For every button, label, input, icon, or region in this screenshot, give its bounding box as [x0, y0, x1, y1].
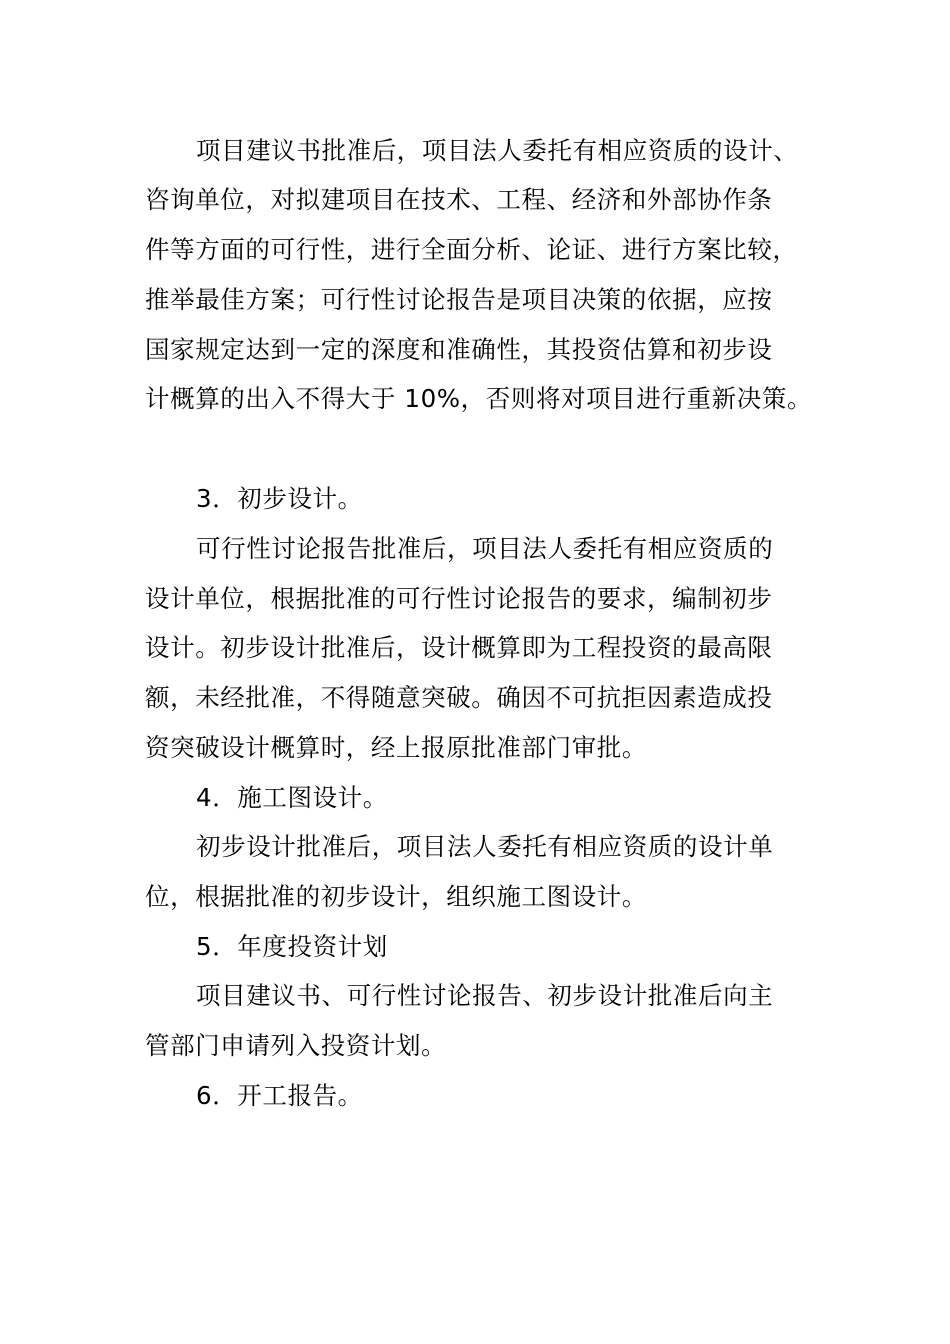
text-line: 可行性讨论报告批准后，项目法人委托有相应资质的 [196, 534, 774, 563]
text-line: 设计单位，根据批准的可行性讨论报告的要求，编制初步 [145, 584, 773, 613]
text-line: 咨询单位，对拟建项目在技术、工程、经济和外部协作条 [145, 185, 773, 214]
text-line: 初步设计批准后，项目法人委托有相应资质的设计单 [196, 832, 774, 861]
text-line: 项目建议书、可行性讨论报告、初步设计批准后向主 [196, 981, 774, 1010]
text-line: 额，未经批准，不得随意突破。确因不可抗拒因素造成投 [145, 683, 773, 712]
text-line: 计概算的出入不得大于 10%，否则将对项目进行重新决策。 [145, 384, 813, 413]
section-heading: 3．初步设计。 [196, 484, 363, 513]
text-line: 管部门申请列入投资计划。 [145, 1031, 447, 1060]
text-line: 件等方面的可行性，进行全面分析、论证、进行方案比较， [145, 235, 798, 264]
text-line: 设计。初步设计批准后，设计概算即为工程投资的最高限 [145, 633, 773, 662]
section-heading: 5．年度投资计划 [196, 932, 388, 961]
text-line: 项目建议书批准后，项目法人委托有相应资质的设计、 [196, 136, 799, 165]
section-heading: 6．开工报告。 [196, 1081, 363, 1110]
text-line: 推举最佳方案；可行性讨论报告是项目决策的依据，应按 [145, 285, 773, 314]
text-line: 国家规定达到一定的深度和准确性，其投资估算和初步设 [145, 335, 773, 364]
section-heading: 4．施工图设计。 [196, 783, 388, 812]
text-line: 资突破设计概算时，经上报原批准部门审批。 [145, 733, 647, 762]
text-line: 位，根据批准的初步设计，组织施工图设计。 [145, 882, 647, 911]
